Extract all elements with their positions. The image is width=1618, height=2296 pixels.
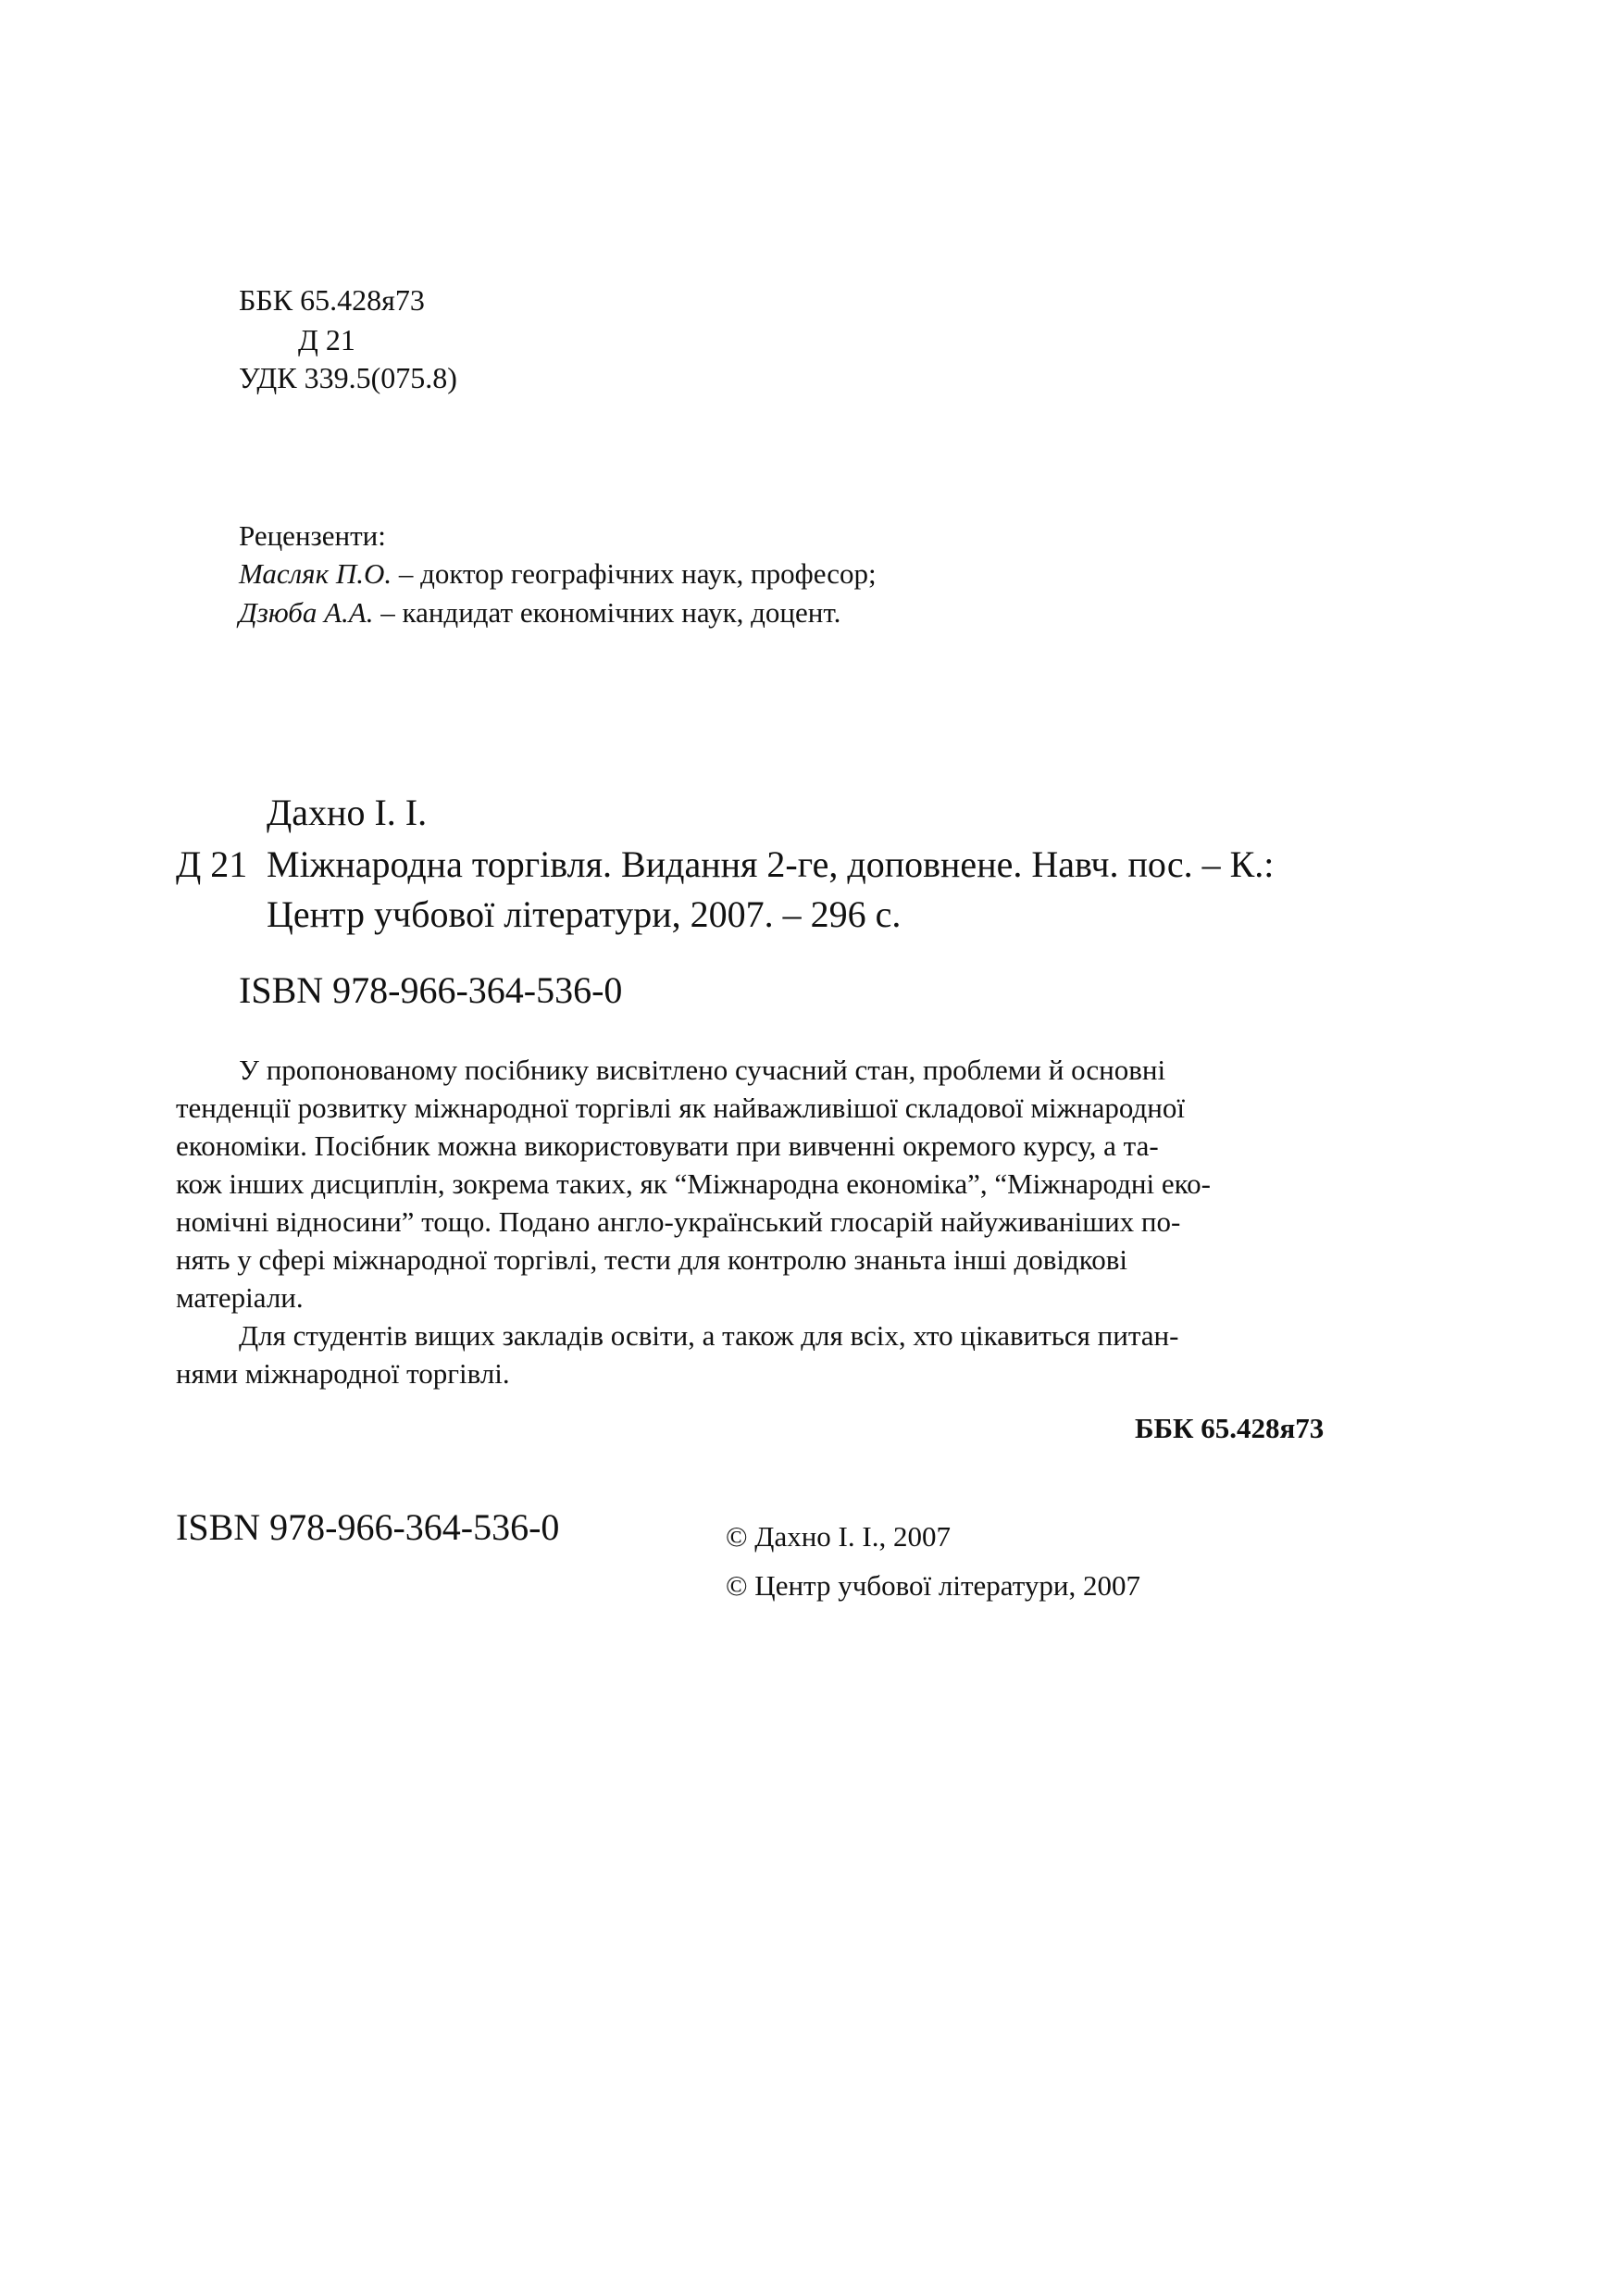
annotation-line: Для студентів вищих закладів освіти, а також для всіх, хто цікавиться питан- [239,1319,1179,1352]
annotation-line: нями міжнародної торгівлі. [176,1357,510,1390]
card-title-line: Міжнародна торгівля. Видання 2-ге, доповнене. Навч. пос. – К.: [267,843,1275,885]
reviewers-heading: Рецензенти: [239,519,386,552]
udk-code: УДК 339.5(075.8) [239,361,457,394]
reviewer-name: Дзюба А.А. [239,596,374,629]
bbk-bold: ББК 65.428я73 [1135,1412,1325,1444]
annotation-line: матеріали. [176,1281,304,1314]
reviewer-desc: – доктор географічних наук, професор; [398,557,877,590]
copyright-author: © Дахно І. І., 2007 [726,1520,951,1553]
card-isbn: ISBN 978-966-364-536-0 [239,969,623,1011]
reviewer-name: Масляк П.О. [239,557,392,590]
bbk-code: ББК 65.428я73 [239,283,425,317]
reviewer-line [239,559,877,588]
annotation-line: економіки. Посібник можна використовувати при вивченні окремого курсу, а та- [176,1129,1159,1162]
reviewer-desc: – кандидат економічних наук, доцент. [380,596,841,629]
annotation-line: номічні відносини” тощо. Подано англо-український глосарій найуживаніших по- [176,1205,1181,1238]
annotation-line: кож інших дисциплін, зокрема таких, як “Міжнародна економіка”, “Міжнародні еко- [176,1167,1211,1200]
card-code: Д 21 [176,843,248,885]
footer-isbn: ISBN 978-966-364-536-0 [176,1506,560,1548]
card-author: Дахно І. І. [267,792,428,833]
annotation-line: тенденції розвитку міжнародної торгівлі як найважливішої складової міжнародної [176,1092,1185,1124]
card-publisher-line: Центр учбової літератури, 2007. – 296 с. [267,893,902,935]
annotation-line: У пропонованому посібнику висвітлено сучасний стан, проблеми й основні [239,1054,1166,1086]
reviewer-line [239,598,840,627]
copyright-publisher: © Центр учбової літератури, 2007 [726,1569,1140,1602]
annotation-line: нять у сфері міжнародної торгівлі, тести для контролю знаньта інші довідкові [176,1243,1127,1276]
author-mark-code: Д 21 [298,323,355,356]
